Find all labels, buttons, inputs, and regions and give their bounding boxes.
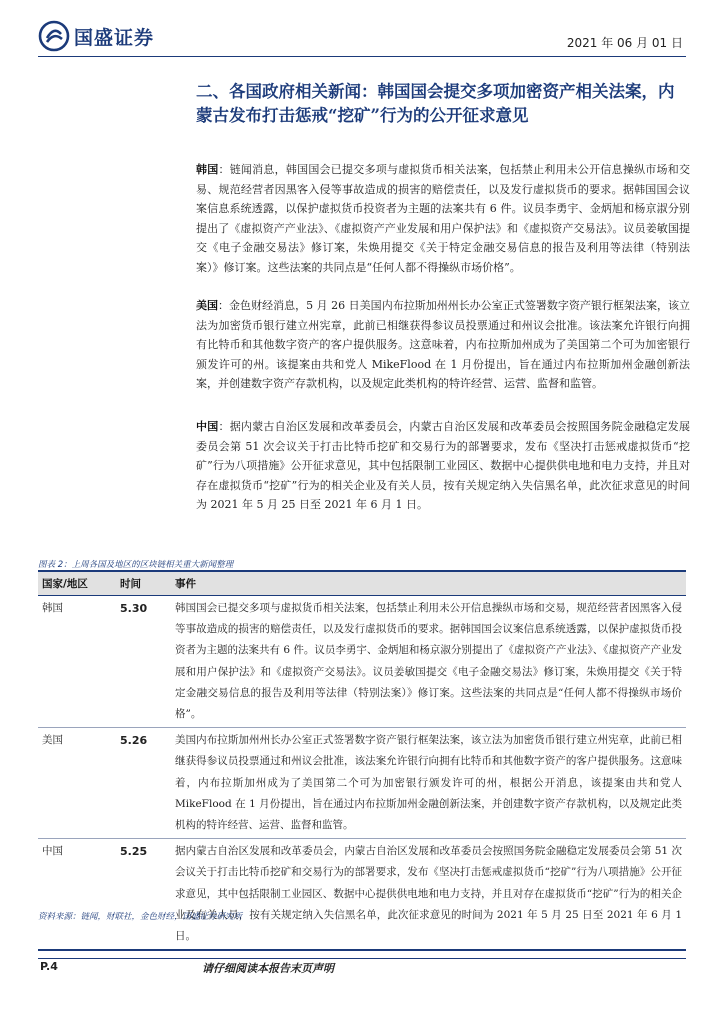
cell-event: 韩国国会已提交多项与虚拟货币相关法案，包括禁止利用未公开信息操纵市场和交易，规范经营者因黑客入侵等事故造成的损害的赔偿责任，以及发行虚拟货币的要求。据韩国国会议案信息系统透露，以保护虚拟货币投资者为主题的法案共有 6 件。议员李勇宇、金炳旭和杨京淑分别提出了《虚拟资产产业法》、《虚拟资产产业发展和用户保护法》和《虚拟资产交易法》。议员姜敏国提交《电子金融交易法》修订案，朱焕用提交《关于特定金融交易信息的报告及利用等法律（特别法案）》修订案。这些法案的共同点是“任何人都不得操纵市场价格”。 bbox=[171, 596, 686, 728]
paragraph-china bbox=[196, 417, 690, 515]
header-date: 时间 bbox=[116, 571, 171, 596]
paragraph-usa bbox=[196, 296, 690, 394]
report-date: 2021 年 06 月 01 日 bbox=[566, 36, 683, 50]
page-number: P.4 bbox=[40, 960, 58, 973]
header-country: 国家/地区 bbox=[38, 571, 116, 596]
paragraph-label: 韩国 bbox=[196, 163, 219, 176]
paragraph-label: 美国 bbox=[196, 299, 219, 312]
company-logo bbox=[38, 20, 154, 52]
paragraph-label: 中国 bbox=[196, 420, 219, 433]
news-table bbox=[38, 570, 686, 951]
footer-divider bbox=[38, 958, 686, 959]
header-divider bbox=[38, 56, 686, 57]
disclaimer-text: 请仔细阅读本报告末页声明 bbox=[202, 962, 334, 975]
figure-caption: 图表 2：上周各国及地区的区块链相关重大新闻整理 bbox=[38, 560, 234, 570]
paragraph-text: ：金色财经消息，5 月 26 日美国内布拉斯加州州长办公室正式签署数字资产银行框架法案，该立法为加密货币银行建立州宪章，此前已相继获得参议员投票通过和州议会批准。该法案允许银行向拥有比特币和其他数字资产的客户提供服务。这意味着，内布拉斯加州成为了美国第二个可为加密银行颁发许可的州。该提案由共和党人 MikeFlood 在 1 月份提出，旨在通过内布拉斯加州金融创新法案，并创建数字资产存款机构，以及规定此类机构的特许经营、运营、监督和监管。 bbox=[196, 299, 691, 390]
cell-date: 5.26 bbox=[116, 728, 171, 839]
cell-event: 美国内布拉斯加州州长办公室正式签署数字资产银行框架法案，该立法为加密货币银行建立州宪章，此前已相继获得参议员投票通过和州议会批准，该法案允许银行向拥有比特币和其他数字资产的客户提供服务。这意味着，内布拉斯加州成为了美国第二个可为加密银行颁发许可的州，根据公开消息，该提案由共和党人 MikeFlood 在 1 月份提出，旨在通过内布拉斯加州金融创新法案，并创建数字资产存款机构，以及规定此类机构的特许经营、运营、监督和监管。 bbox=[171, 728, 686, 839]
cell-country: 美国 bbox=[38, 728, 116, 839]
cell-country: 中国 bbox=[38, 839, 116, 951]
cell-event: 据内蒙古自治区发展和改革委员会，内蒙古自治区发展和改革委员会按照国务院金融稳定发展委员会第 51 次会议关于打击比特币挖矿和交易行为的部署要求，发布《坚决打击惩戒虚拟货币“挖矿”行为八项措施》公开征求意见，其中包括限制工业园区、数据中心提供供电地和电力支持，并且对存在虚拟货币“挖矿”行为的相关企业及有关人员，按有关规定纳入失信黑名单，此次征求意见的时间为 2021 年 5 月 25 日至 2021 年 6 月 1 日。 bbox=[171, 839, 686, 951]
paragraph-korea bbox=[196, 160, 690, 277]
paragraph-text: ：链闻消息，韩国国会已提交多项与虚拟货币相关法案，包括禁止利用未公开信息操纵市场和交易、规范经营者因黑客入侵等事故造成的损害的赔偿责任，以及发行虚拟货币的要求。据韩国国会议案信息系统透露，以保护虚拟货币投资者为主题的法案共有 6 件。议员李勇宇、金炳旭和杨京淑分别提出了《虚拟资产产业法》、《虚拟资产产业发展和用户保护法》和《虚拟资产交易法》。议员姜敏国提交《电子金融交易法》修订案，朱焕用提交《关于特定金融交易信息的报告及利用等法律（特别法案）》修订案。这些法案的共同点是“任何人都不得操纵市场价格”。 bbox=[196, 163, 691, 274]
cell-country: 韩国 bbox=[38, 596, 116, 728]
source-note: 资料来源：链闻，财联社，金色财经，国盛证券研究所 bbox=[38, 912, 243, 922]
table-header-row bbox=[38, 571, 686, 596]
cell-date: 5.30 bbox=[116, 596, 171, 728]
table-row bbox=[38, 839, 686, 951]
section-title: 二、各国政府相关新闻：韩国国会提交多项加密资产相关法案，内蒙古发布打击惩戒“挖矿”行为的公开征求意见 bbox=[196, 82, 675, 125]
logo-icon bbox=[38, 20, 70, 52]
page-header bbox=[0, 0, 724, 62]
paragraph-text: ：据内蒙古自治区发展和改革委员会，内蒙古自治区发展和改革委员会按照国务院金融稳定发展委员会第 51 次会议关于打击比特币挖矿和交易行为的部署要求，发布《坚决打击惩戒虚拟货币“挖矿”行为八项措施》公开征求意见，其中包括限制工业园区、数据中心提供供电地和电力支持，并且对存在虚拟货币“挖矿”行为的相关企业及有关人员，按有关规定纳入失信黑名单，此次征求意见的时间为 2021 年 5 月 25 日至 2021 年 6 月 1 日。 bbox=[196, 420, 691, 511]
table-row bbox=[38, 728, 686, 839]
table-row bbox=[38, 596, 686, 728]
logo-text: 国盛证券 bbox=[74, 26, 155, 49]
header-event: 事件 bbox=[171, 571, 686, 596]
cell-date: 5.25 bbox=[116, 839, 171, 951]
